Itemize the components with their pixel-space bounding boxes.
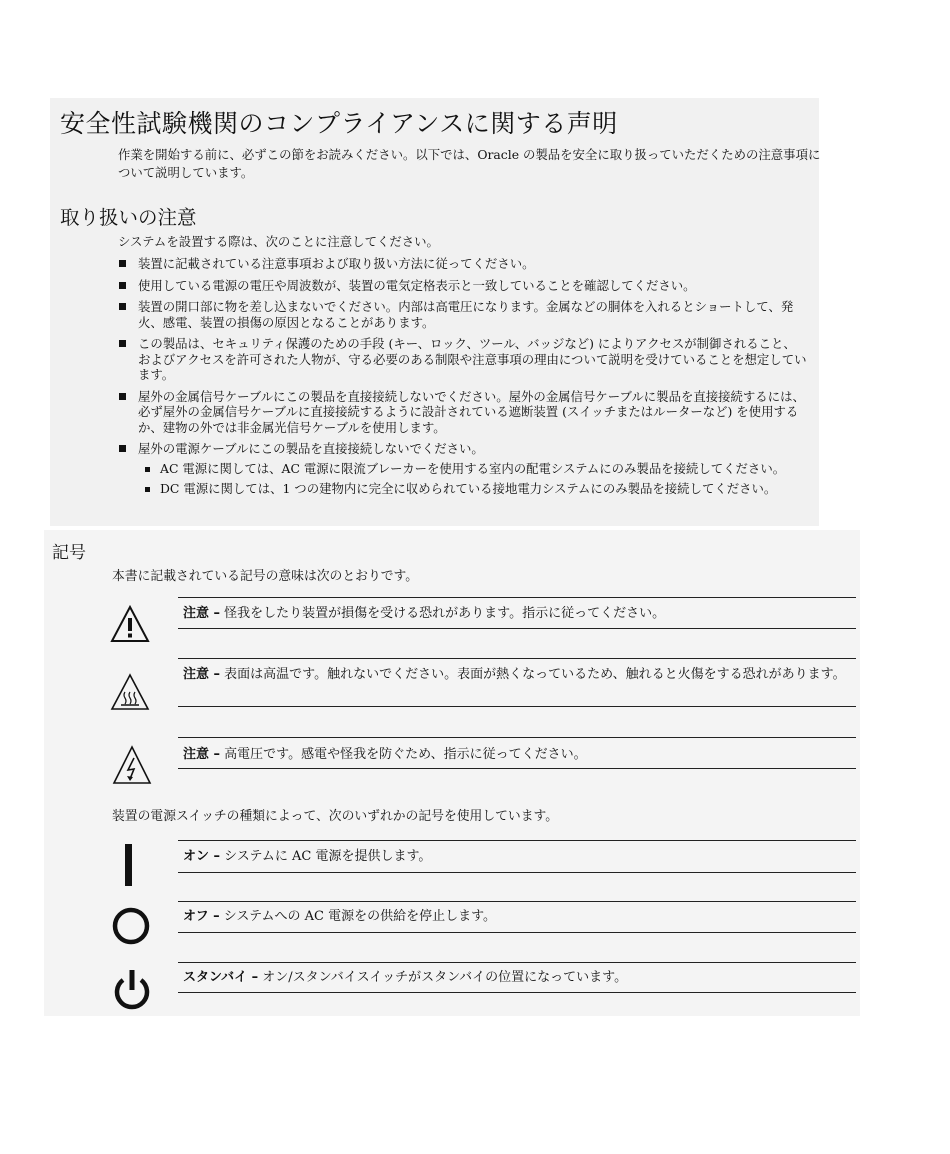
- power-off-note: [183, 908, 855, 926]
- standby-top-rule: [178, 962, 856, 963]
- handling-list: [118, 256, 808, 503]
- handling-lead: システムを設置する際は、次のことに注意してください。: [118, 234, 439, 249]
- high-voltage-note: [183, 746, 855, 764]
- hot-surface-note: [183, 666, 855, 684]
- handling-item-text: 屋外の電源ケーブルにこの製品を直接接続しないでください。: [138, 441, 484, 456]
- power-on-text: システムに AC 電源を提供します。: [224, 849, 432, 864]
- power-on-bottom-rule: [178, 872, 856, 873]
- caution-top-rule: [178, 597, 856, 598]
- hot-surface-text: 表面は高温です。触れないでください。表面が熱くなっているため、触れると火傷をする恐れがあります。: [224, 667, 846, 682]
- caution-label: 注意 –: [183, 606, 221, 621]
- caution-text: 怪我をしたり装置が損傷を受ける恐れがあります。指示に従ってください。: [224, 606, 666, 621]
- handling-subitem: AC 電源に関しては、AC 電源に限流ブレーカーを使用する室内の配電システムにのみ製品を接続してください。: [138, 461, 808, 477]
- power-off-icon: [110, 905, 152, 947]
- handling-item: この製品は、セキュリティ保護のための手段 (キー、ロック、ツール、バッジなど) によりアクセスが制御されること、およびアクセスを許可された人物が、守る必要のある制限や注意事項の理由について説明を受けていることを想定しています。: [118, 336, 808, 383]
- power-off-text: システムへの AC 電源をの供給を停止します。: [223, 909, 497, 924]
- high-voltage-text: 高電圧です。感電や怪我を防ぐため、指示に従ってください。: [224, 747, 587, 762]
- standby-label: スタンバイ –: [183, 970, 259, 985]
- hot-surface-label: 注意 –: [183, 667, 221, 682]
- switch-lead: 装置の電源スイッチの種類によって、次のいずれかの記号を使用しています。: [112, 809, 559, 824]
- handling-item: 装置に記載されている注意事項および取り扱い方法に従ってください。: [118, 256, 808, 272]
- symbols-lead: 本書に記載されている記号の意味は次のとおりです。: [112, 569, 419, 584]
- standby-note: [183, 969, 855, 987]
- high-voltage-bottom-rule: [178, 768, 856, 769]
- power-on-note: [183, 848, 855, 866]
- caution-bottom-rule: [178, 628, 856, 629]
- power-on-top-rule: [178, 840, 856, 841]
- standby-text: オン/スタンバイスイッチがスタンバイの位置になっています。: [262, 970, 628, 985]
- power-off-top-rule: [178, 901, 856, 902]
- standby-icon: [110, 966, 154, 1012]
- caution-exclamation-icon: [110, 604, 150, 644]
- power-off-bottom-rule: [178, 932, 856, 933]
- handling-item-power-cable: [118, 441, 808, 497]
- hot-surface-top-rule: [178, 658, 856, 659]
- caution-note: [183, 605, 855, 623]
- hot-surface-icon: [110, 672, 150, 712]
- intro-paragraph: 作業を開始する前に、必ずこの節をお読みください。以下では、Oracle の製品を安全に取り扱っていただくための注意事項について説明しています。: [118, 147, 821, 180]
- high-voltage-label: 注意 –: [183, 747, 221, 762]
- handling-item: 使用している電源の電圧や周波数が、装置の電気定格表示と一致していることを確認してください。: [118, 278, 808, 294]
- handling-subitem: DC 電源に関しては、1 つの建物内に完全に収められている接地電力システムにのみ製品を接続してください。: [138, 481, 808, 497]
- page-title: 安全性試験機関のコンプライアンスに関する声明: [60, 109, 618, 138]
- power-on-label: オン –: [183, 849, 221, 864]
- handling-heading: 取り扱いの注意: [60, 206, 197, 229]
- handling-item: 装置の開口部に物を差し込まないでください。内部は高電圧になります。金属などの胴体を入れるとショートして、発火、感電、装置の損傷の原因となることがあります。: [118, 299, 808, 330]
- symbols-heading: 記号: [52, 543, 86, 563]
- hot-surface-bottom-rule: [178, 706, 856, 707]
- standby-bottom-rule: [178, 992, 856, 993]
- symbols-background-band: [44, 530, 860, 1016]
- power-on-icon: [122, 844, 136, 886]
- high-voltage-top-rule: [178, 737, 856, 738]
- handling-sublist: [138, 461, 808, 497]
- handling-item: 屋外の金属信号ケーブルにこの製品を直接接続しないでください。屋外の金属信号ケーブルに製品を直接接続するには、必ず屋外の金属信号ケーブルに直接接続するように設計されている遮断装置 (スイッチまたはルーターなど) を使用するか、建物の外では非金属光信号ケーブルを使用します。: [118, 389, 808, 436]
- power-off-label: オフ –: [183, 909, 220, 924]
- high-voltage-icon: [112, 744, 152, 786]
